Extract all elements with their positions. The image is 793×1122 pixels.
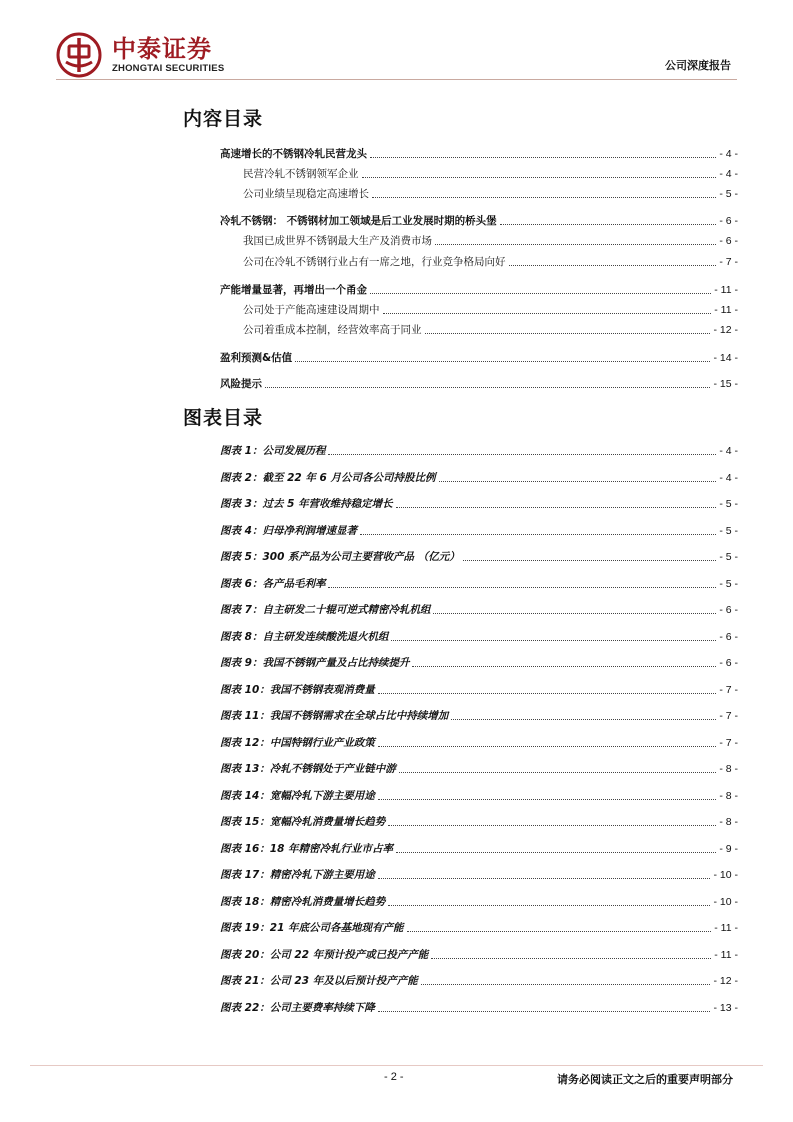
dot-leader — [265, 387, 710, 388]
entry-page-number: - 4 - — [719, 148, 738, 160]
entry-page-number: - 5 - — [719, 188, 738, 200]
dot-leader — [431, 958, 711, 959]
entry-page-number: - 14 - — [713, 352, 738, 364]
entry-title: 图表 18：精密冷轧消费量增长趋势 — [220, 896, 386, 908]
dot-leader — [378, 799, 717, 800]
entry-page-number: - 10 - — [713, 896, 738, 908]
dot-leader — [500, 224, 717, 225]
entry-title: 图表 19：21 年底公司各基地现有产能 — [220, 922, 404, 934]
dot-leader — [295, 361, 710, 362]
dot-leader — [451, 719, 716, 720]
header-divider — [56, 79, 737, 80]
toc-subsection-entry[interactable] — [243, 166, 738, 182]
dot-leader — [378, 693, 717, 694]
dot-leader — [407, 931, 712, 932]
entry-page-number: - 6 - — [719, 215, 738, 227]
dot-leader — [328, 454, 716, 455]
entry-page-number: - 9 - — [719, 843, 738, 855]
figure-entry[interactable] — [220, 894, 738, 910]
entry-page-number: - 4 - — [719, 445, 738, 457]
dot-leader — [383, 313, 712, 314]
figure-entry[interactable] — [220, 814, 738, 830]
figure-entry[interactable] — [220, 523, 738, 539]
entry-title: 高速增长的不锈钢冷轧民营龙头 — [220, 148, 367, 160]
figures-title: 图表目录 — [183, 407, 264, 429]
dot-leader — [439, 481, 717, 482]
dot-leader — [435, 244, 716, 245]
entry-title: 图表 2：截至 22 年 6 月公司各公司持股比例 — [220, 472, 436, 484]
entry-page-number: - 11 - — [714, 922, 738, 934]
entry-page-number: - 11 - — [714, 304, 738, 316]
entry-page-number: - 8 - — [719, 816, 738, 828]
dot-leader — [372, 197, 716, 198]
entry-title: 图表 12：中国特钢行业产业政策 — [220, 737, 375, 749]
entry-title: 图表 9：我国不锈钢产量及占比持续提升 — [220, 657, 410, 669]
logo-english-name: ZHONGTAI SECURITIES — [112, 63, 225, 74]
figure-entry[interactable] — [220, 841, 738, 857]
entry-page-number: - 6 - — [719, 631, 738, 643]
dot-leader — [412, 666, 716, 667]
entry-title: 公司业绩呈现稳定高速增长 — [243, 188, 369, 200]
figure-entry[interactable] — [220, 761, 738, 777]
dot-leader — [370, 157, 716, 158]
entry-page-number: - 13 - — [713, 1002, 738, 1014]
figure-entry[interactable] — [220, 788, 738, 804]
figure-entry[interactable] — [220, 973, 738, 989]
dot-leader — [378, 746, 717, 747]
entry-title: 我国已成世界不锈钢最大生产及消费市场 — [243, 235, 432, 247]
dot-leader — [396, 852, 716, 853]
figure-entry[interactable] — [220, 496, 738, 512]
figure-entry[interactable] — [220, 470, 738, 486]
toc-title: 内容目录 — [183, 108, 264, 130]
entry-title: 图表 6：各产品毛利率 — [220, 578, 326, 590]
entry-title: 图表 1：公司发展历程 — [220, 445, 326, 457]
entry-title: 图表 14：宽幅冷轧下游主要用途 — [220, 790, 375, 802]
toc-subsection-entry[interactable] — [243, 233, 738, 249]
dot-leader — [399, 772, 717, 773]
figure-entry[interactable] — [220, 443, 738, 459]
entry-title: 图表 3：过去 5 年营收维持稳定增长 — [220, 498, 393, 510]
dot-leader — [370, 293, 711, 294]
figure-entry[interactable] — [220, 708, 738, 724]
entry-title: 风险提示 — [220, 378, 262, 390]
toc-subsection-entry[interactable] — [243, 254, 738, 270]
entry-title: 图表 17：精密冷轧下游主要用途 — [220, 869, 375, 881]
entry-page-number: - 6 - — [719, 235, 738, 247]
entry-page-number: - 7 - — [719, 710, 738, 722]
entry-title: 图表 4：归母净利润增速显著 — [220, 525, 357, 537]
entry-title: 图表 13：冷轧不锈钢处于产业链中游 — [220, 763, 396, 775]
dot-leader — [463, 560, 717, 561]
entry-title: 冷轧不锈钢： 不锈钢材加工领域是后工业发展时期的桥头堡 — [220, 215, 497, 227]
figure-entry[interactable] — [220, 549, 738, 565]
entry-title: 图表 20：公司 22 年预计投产或已投产产能 — [220, 949, 429, 961]
entry-title: 民营冷轧不锈钢领军企业 — [243, 168, 359, 180]
report-type-label: 公司深度报告 — [665, 59, 731, 72]
entry-title: 盈利预测&估值 — [220, 352, 293, 364]
page-number: - 2 - — [384, 1071, 404, 1083]
entry-title: 产能增量显著，再增出一个甬金 — [220, 284, 367, 296]
entry-page-number: - 5 - — [719, 551, 738, 563]
dot-leader — [362, 177, 717, 178]
entry-page-number: - 5 - — [719, 525, 738, 537]
dot-leader — [378, 878, 711, 879]
footer-divider — [30, 1065, 763, 1066]
toc-section-entry[interactable] — [220, 146, 738, 162]
entry-page-number: - 6 - — [719, 657, 738, 669]
toc-subsection-entry[interactable] — [243, 302, 738, 318]
dot-leader — [328, 587, 716, 588]
figure-entry[interactable] — [220, 655, 738, 671]
toc-subsection-entry[interactable] — [243, 186, 738, 202]
entry-title: 公司在冷轧不锈钢行业占有一席之地，行业竞争格局向好 — [243, 256, 506, 268]
logo-chinese-name: 中泰证券 — [112, 35, 212, 63]
dot-leader — [388, 905, 710, 906]
entry-page-number: - 6 - — [719, 604, 738, 616]
dot-leader — [391, 640, 716, 641]
entry-page-number: - 4 - — [719, 472, 738, 484]
dot-leader — [509, 265, 717, 266]
dot-leader — [425, 333, 711, 334]
entry-page-number: - 5 - — [719, 578, 738, 590]
entry-page-number: - 7 - — [719, 684, 738, 696]
entry-title: 图表 16：18 年精密冷轧行业市占率 — [220, 843, 394, 855]
figure-entry[interactable] — [220, 576, 738, 592]
entry-page-number: - 4 - — [719, 168, 738, 180]
figure-entry[interactable] — [220, 947, 738, 963]
entry-page-number: - 11 - — [714, 284, 738, 296]
entry-title: 图表 10：我国不锈钢表观消费量 — [220, 684, 375, 696]
entry-title: 图表 22：公司主要费率持续下降 — [220, 1002, 375, 1014]
entry-page-number: - 15 - — [713, 378, 738, 390]
figure-entry[interactable] — [220, 735, 738, 751]
toc-section-entry[interactable] — [220, 282, 738, 298]
figure-entry[interactable] — [220, 920, 738, 936]
dot-leader — [396, 507, 717, 508]
entry-title: 图表 11：我国不锈钢需求在全球占比中持续增加 — [220, 710, 449, 722]
figure-entry[interactable] — [220, 602, 738, 618]
entry-page-number: - 7 - — [719, 737, 738, 749]
entry-page-number: - 12 - — [713, 324, 738, 336]
entry-page-number: - 8 - — [719, 763, 738, 775]
entry-page-number: - 5 - — [719, 498, 738, 510]
entry-title: 公司处于产能高速建设周期中 — [243, 304, 380, 316]
entry-title: 图表 8：自主研发连续酸洗退火机组 — [220, 631, 389, 643]
dot-leader — [378, 1011, 711, 1012]
zhongtai-logo-icon — [56, 32, 102, 78]
entry-title: 图表 21：公司 23 年及以后预计投产产能 — [220, 975, 418, 987]
entry-title: 图表 7：自主研发二十辊可逆式精密冷轧机组 — [220, 604, 431, 616]
entry-page-number: - 7 - — [719, 256, 738, 268]
figure-entry[interactable] — [220, 629, 738, 645]
entry-title: 公司着重成本控制，经营效率高于同业 — [243, 324, 422, 336]
dot-leader — [421, 984, 711, 985]
company-logo — [56, 30, 224, 80]
figure-entry[interactable] — [220, 1000, 738, 1016]
entry-title: 图表 5：300 系产品为公司主要营收产品 （亿元） — [220, 551, 460, 563]
figure-entry[interactable] — [220, 682, 738, 698]
toc-section-entry[interactable] — [220, 376, 738, 392]
toc-section-entry[interactable] — [220, 213, 738, 229]
disclaimer-note: 请务必阅读正文之后的重要声明部分 — [557, 1073, 733, 1086]
dot-leader — [433, 613, 716, 614]
dot-leader — [388, 825, 716, 826]
figure-entry[interactable] — [220, 867, 738, 883]
dot-leader — [360, 534, 716, 535]
toc-section-entry[interactable] — [220, 350, 738, 366]
toc-subsection-entry[interactable] — [243, 322, 738, 338]
entry-page-number: - 8 - — [719, 790, 738, 802]
entry-title: 图表 15：宽幅冷轧消费量增长趋势 — [220, 816, 386, 828]
entry-page-number: - 10 - — [713, 869, 738, 881]
entry-page-number: - 11 - — [714, 949, 738, 961]
entry-page-number: - 12 - — [713, 975, 738, 987]
